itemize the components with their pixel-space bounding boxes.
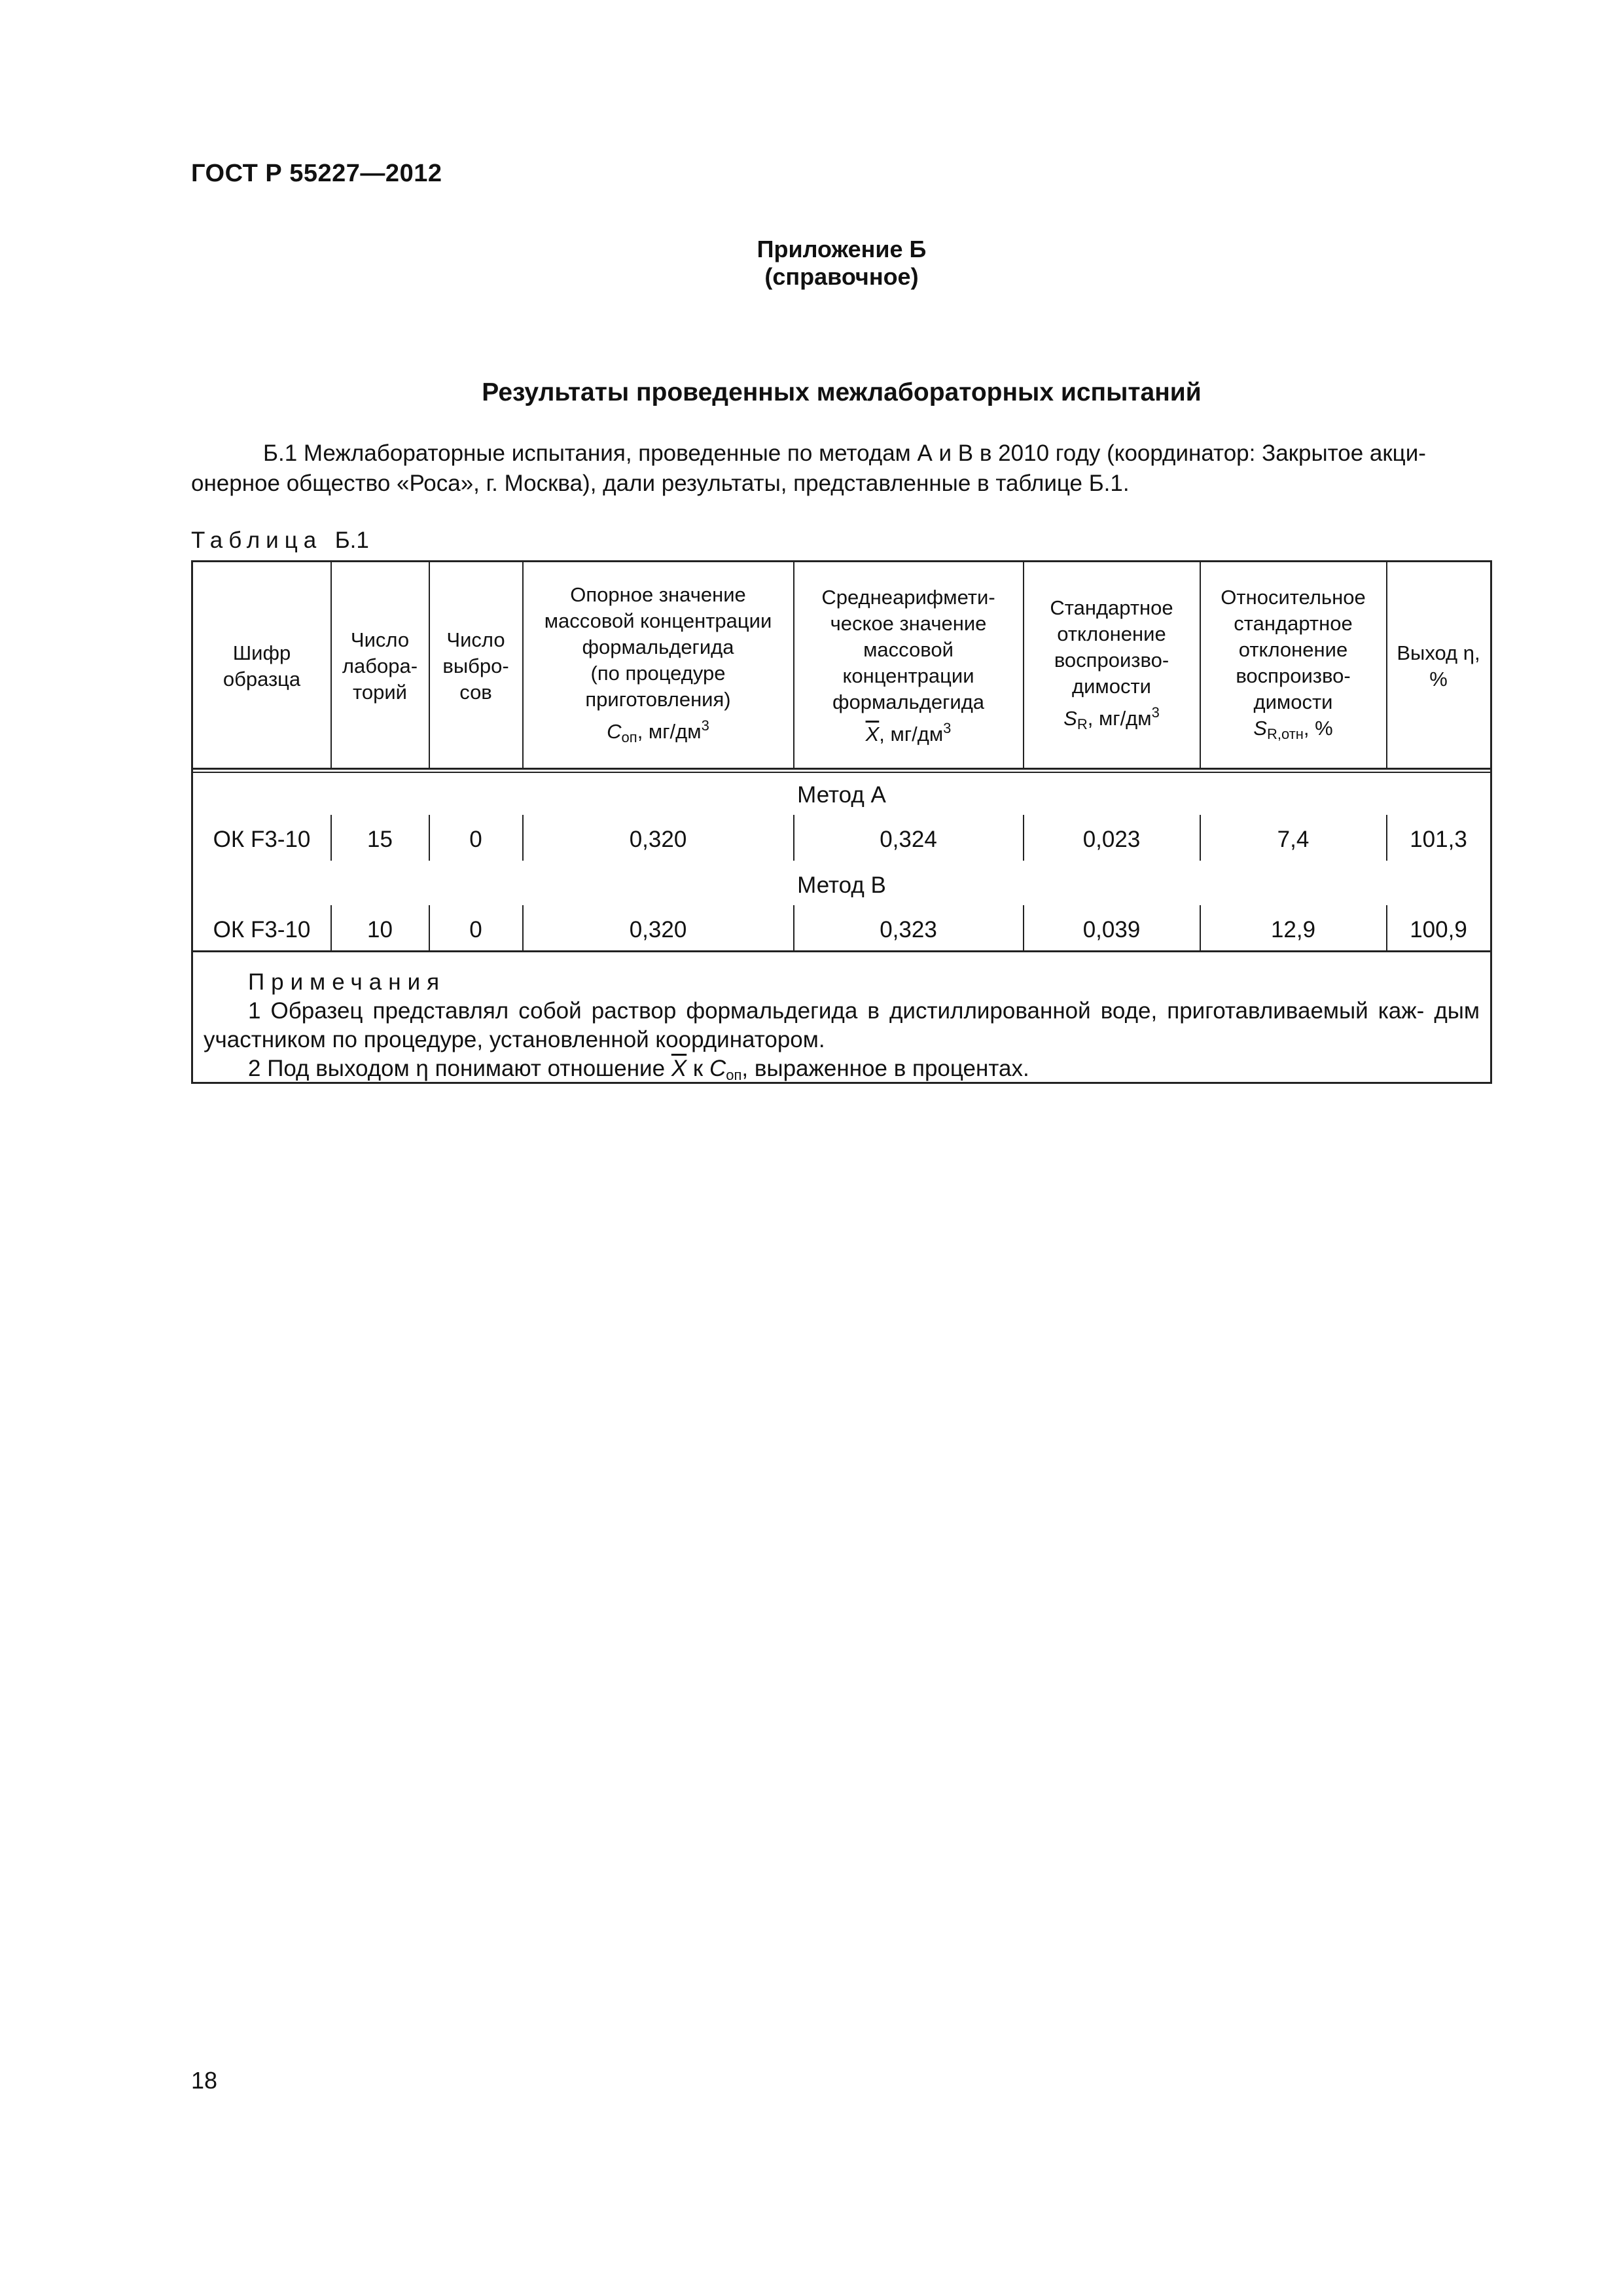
cell-sample: ОК F3-10 — [213, 827, 311, 852]
table-caption-label: Таблица — [191, 528, 323, 553]
header-outliers-count: Число выбро- сов — [442, 628, 509, 704]
cell-relative-sd: 7,4 — [1277, 827, 1310, 852]
method-a-label: Метод А — [797, 782, 886, 808]
cell-reference: 0,320 — [629, 827, 687, 852]
table-caption-number: Б.1 — [334, 528, 369, 553]
cell-relative-sd: 12,9 — [1270, 917, 1316, 942]
table-notes — [193, 968, 1490, 1090]
cell-outliers: 0 — [469, 917, 482, 942]
header-yield: Выход η, % — [1397, 641, 1480, 691]
cell-mean: 0,323 — [880, 917, 937, 942]
cell-sample: ОК F3-10 — [213, 917, 311, 942]
cell-yield: 101,3 — [1410, 827, 1467, 852]
header-reference-value: Опорное значение массовой концентрации формальдегида (по процедуре приготовления) $C_{оп}$, $мг/дм^3$ — [544, 583, 772, 745]
cell-sd: 0,023 — [1082, 827, 1141, 852]
method-b-label: Метод В — [797, 872, 886, 898]
header-mean-value: Среднеарифмети- ческое значение массовой концентрации формальдегида $\overline{X}$, $мг/дм^3$ — [821, 586, 995, 745]
intro-paragraph-line2: онерное общество «Роса», г. Москва), дали результаты, представленные в таблице Б.1. — [191, 471, 1130, 496]
standard-code: ГОСТ Р 55227—2012 — [191, 160, 442, 187]
cell-outliers: 0 — [469, 827, 482, 852]
cell-reference: 0,320 — [629, 917, 687, 942]
header-sample-code: Шифр образца — [223, 641, 301, 691]
cell-mean: 0,324 — [880, 827, 937, 852]
appendix-title: Приложение Б — [757, 236, 927, 262]
appendix-type: (справочное) — [764, 263, 919, 290]
cell-sd: 0,039 — [1082, 917, 1141, 942]
note-2: 2 Под выходом η понимают отношение $\overline{X}$ к $C_{оп}$, выраженное в процентах. — [248, 1056, 1029, 1083]
intro-paragraph-line1: Б.1 Межлабораторные испытания, проведенные по методам А и В в 2010 году (координатор: Закрытое акци- — [263, 440, 1426, 466]
cell-yield: 100,9 — [1410, 917, 1467, 942]
table-caption — [191, 528, 369, 554]
cell-labs: 15 — [367, 827, 393, 852]
page-number: 18 — [191, 2067, 218, 2094]
section-heading: Результаты проведенных межлабораторных испытаний — [482, 378, 1202, 406]
notes-title: Примечания — [248, 969, 446, 995]
header-relative-deviation: Относительное стандартное отклонение воспроизво- димости $S_{R,отн}$, % — [1221, 586, 1366, 742]
header-standard-deviation: Стандартное отклонение воспроизво- димости $S_R$, $мг/дм^3$ — [1050, 596, 1173, 732]
cell-labs: 10 — [367, 917, 393, 942]
note-1: 1 Образец представлял собой раствор формальдегида в дистиллированной воде, приготавливаемый каж- дым участником по процедуре, установленной координатором. — [204, 998, 1480, 1052]
results-table — [191, 560, 1492, 1084]
header-labs-count: Число лабора- торий — [342, 628, 418, 704]
